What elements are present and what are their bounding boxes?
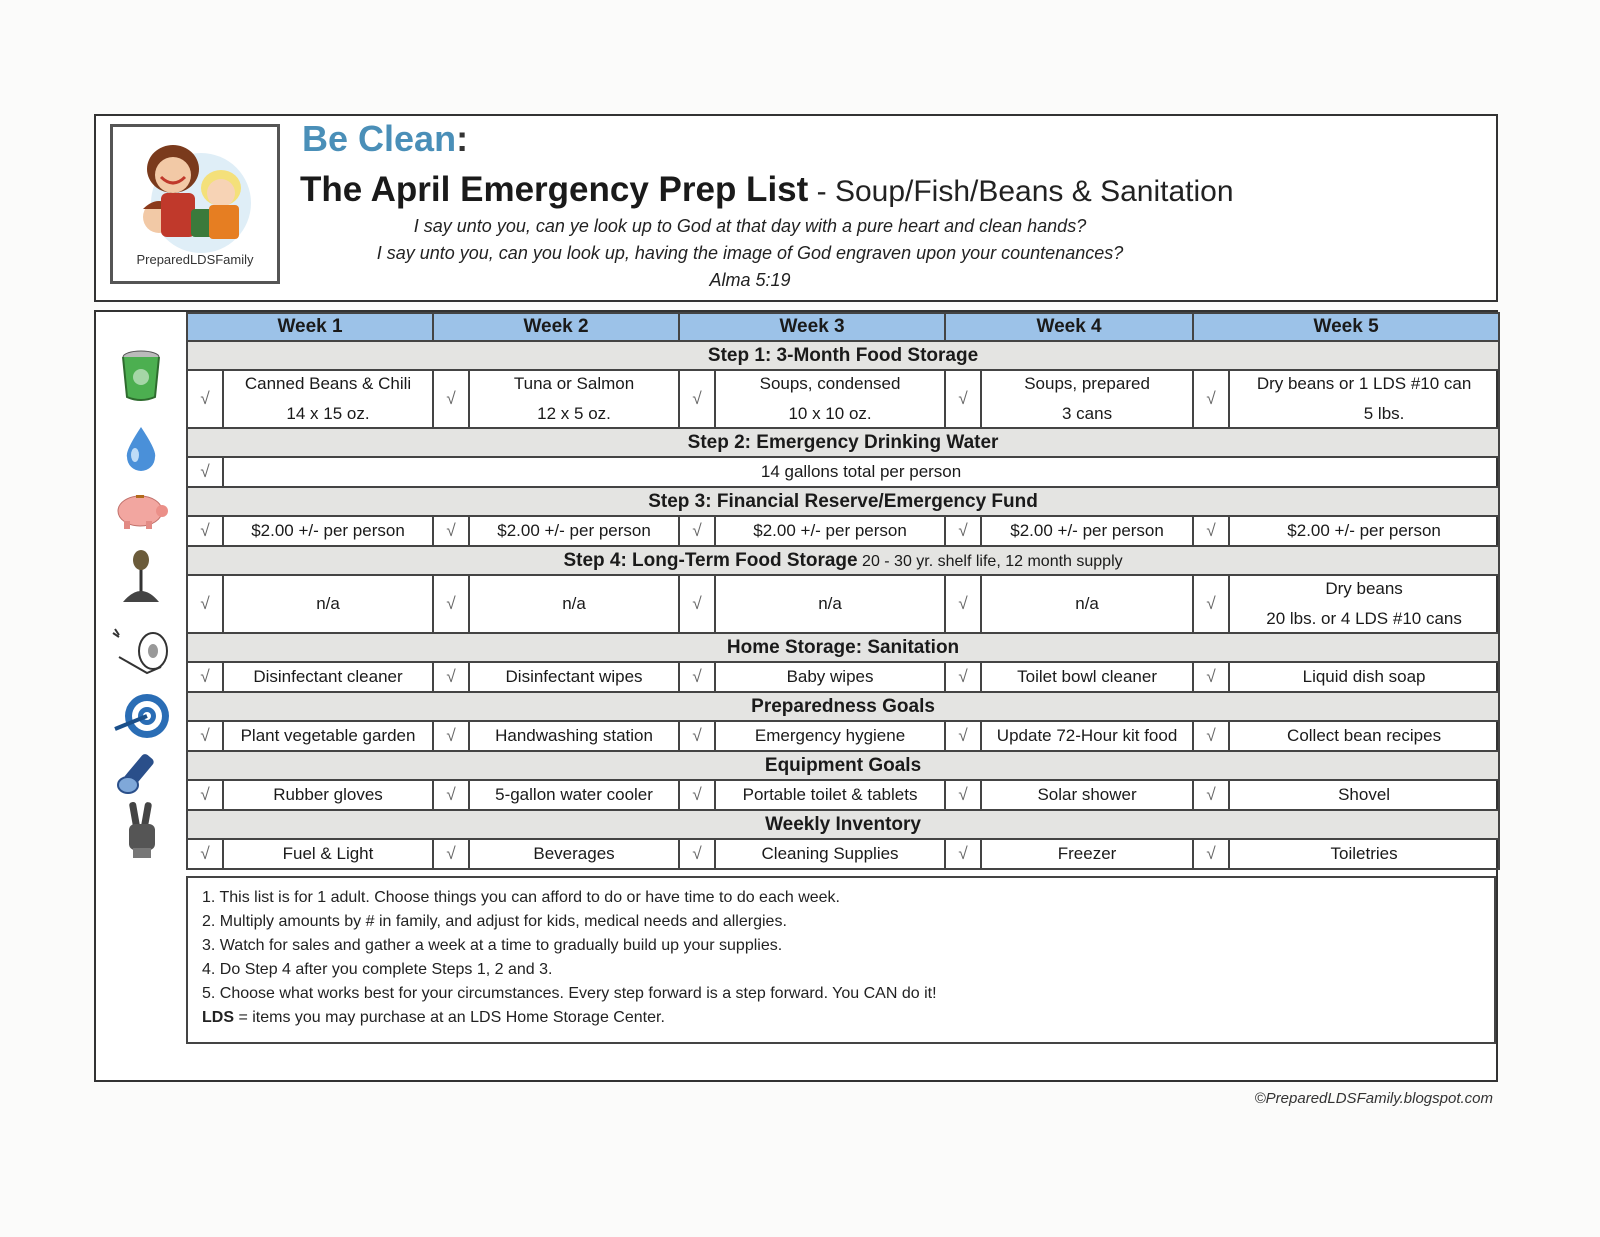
step3-item-4: $2.00 +/- per person xyxy=(981,516,1193,546)
quote-line-2: I say unto you, can you look up, having the image of God engraven upon your countenances? xyxy=(376,243,1124,263)
checkbox[interactable]: √ xyxy=(187,457,223,487)
logo xyxy=(110,124,280,284)
checkbox[interactable]: √ xyxy=(679,370,715,428)
target-icon xyxy=(108,686,174,746)
notes-box xyxy=(186,876,1496,1044)
note-lds xyxy=(202,1006,1480,1030)
checkbox[interactable]: √ xyxy=(187,575,223,633)
equipment-row xyxy=(187,780,1499,810)
section-header-step4 xyxy=(187,546,1499,575)
week-4-header: Week 4 xyxy=(945,313,1193,341)
item-name: n/a xyxy=(316,594,340,614)
checkbox[interactable]: √ xyxy=(433,575,469,633)
equipment-title: Equipment Goals xyxy=(187,751,1499,780)
item-qty: 12 x 5 oz. xyxy=(537,404,611,423)
step1-item-5 xyxy=(1229,370,1499,428)
step3-item-5: $2.00 +/- per person xyxy=(1229,516,1499,546)
equipment-item-5: Shovel xyxy=(1229,780,1499,810)
checkbox[interactable]: √ xyxy=(433,839,469,869)
food-can-icon xyxy=(108,346,174,406)
logo-text: PreparedLDSFamily xyxy=(136,252,254,267)
quote-citation: Alma 5:19 xyxy=(709,270,791,290)
page-title xyxy=(300,170,1234,210)
equipment-item-4: Solar shower xyxy=(981,780,1193,810)
step1-item-3 xyxy=(715,370,945,428)
week-5-header: Week 5 xyxy=(1193,313,1499,341)
checkbox[interactable]: √ xyxy=(945,839,981,869)
item-name: Soups, condensed xyxy=(759,374,901,394)
step4-row xyxy=(187,575,1499,633)
step3-item-2: $2.00 +/- per person xyxy=(469,516,679,546)
step4-item-4 xyxy=(981,575,1193,633)
family-illustration-icon xyxy=(121,133,271,253)
note-4: 4. Do Step 4 after you complete Steps 1, 2 and 3. xyxy=(202,961,553,978)
checkbox[interactable]: √ xyxy=(945,370,981,428)
item-qty: 14 x 15 oz. xyxy=(286,404,370,423)
title-subtitle: - Soup/Fish/Beans & Sanitation xyxy=(808,175,1234,208)
item-qty: 10 x 10 oz. xyxy=(788,404,872,423)
toilet-paper-icon xyxy=(108,622,174,682)
checkbox[interactable]: √ xyxy=(1193,780,1229,810)
week-1-header: Week 1 xyxy=(187,313,433,341)
item-name: n/a xyxy=(1075,594,1099,614)
section-header-step2 xyxy=(187,428,1499,457)
checkbox[interactable]: √ xyxy=(1193,516,1229,546)
checkbox[interactable]: √ xyxy=(187,839,223,869)
checkbox[interactable]: √ xyxy=(945,575,981,633)
note-2: 2. Multiply amounts by # in family, and adjust for kids, medical needs and allergies. xyxy=(202,913,787,930)
checkbox[interactable]: √ xyxy=(187,370,223,428)
checkbox[interactable]: √ xyxy=(679,575,715,633)
step1-item-4 xyxy=(981,370,1193,428)
section-header-step3 xyxy=(187,487,1499,516)
section-header-equipment xyxy=(187,751,1499,780)
item-name: n/a xyxy=(818,594,842,614)
checkbox[interactable]: √ xyxy=(679,662,715,692)
step1-row xyxy=(187,370,1499,428)
section-header-sanitation xyxy=(187,633,1499,662)
goals-item-1: Plant vegetable garden xyxy=(223,721,433,751)
step2-title: Step 2: Emergency Drinking Water xyxy=(187,428,1499,457)
item-name: Tuna or Salmon xyxy=(513,374,635,394)
item-qty: 5 lbs. xyxy=(1363,404,1405,423)
item-name: Soups, prepared xyxy=(1024,374,1150,394)
lds-label: LDS xyxy=(202,1009,234,1026)
inventory-item-2: Beverages xyxy=(469,839,679,869)
quote-line-1: I say unto you, can ye look up to God at that day with a pure heart and clean hands? xyxy=(413,216,1087,236)
inventory-item-5: Toiletries xyxy=(1229,839,1499,869)
item-name: Dry beans or 1 LDS #10 can xyxy=(1256,374,1472,394)
note-1: 1. This list is for 1 adult. Choose things you can afford to do or have time to do each week. xyxy=(202,889,840,906)
step4-note: 20 - 30 yr. shelf life, 12 month supply xyxy=(857,552,1123,570)
step4-item-2 xyxy=(469,575,679,633)
title-main: The April Emergency Prep List xyxy=(300,170,809,209)
inventory-title: Weekly Inventory xyxy=(187,810,1499,839)
step4-item-5 xyxy=(1229,575,1499,633)
checkbox[interactable]: √ xyxy=(187,721,223,751)
step1-title: Step 1: 3-Month Food Storage xyxy=(187,341,1499,370)
section-header-inventory xyxy=(187,810,1499,839)
step3-title: Step 3: Financial Reserve/Emergency Fund xyxy=(187,487,1499,516)
checkbox[interactable]: √ xyxy=(1193,370,1229,428)
step3-row xyxy=(187,516,1499,546)
item-qty: 3 cans xyxy=(1062,404,1113,423)
goals-item-2: Handwashing station xyxy=(469,721,679,751)
checkbox[interactable]: √ xyxy=(679,516,715,546)
checkbox[interactable]: √ xyxy=(679,721,715,751)
sanitation-item-1: Disinfectant cleaner xyxy=(223,662,433,692)
flashlight-icon xyxy=(108,740,174,800)
step4-title: Step 4: Long-Term Food Storage xyxy=(563,549,858,571)
step1-item-2 xyxy=(469,370,679,428)
sanitation-item-5: Liquid dish soap xyxy=(1229,662,1499,692)
copyright-footer: ©PreparedLDSFamily.blogspot.com xyxy=(1254,1090,1493,1107)
checkbox[interactable]: √ xyxy=(433,516,469,546)
goals-item-4: Update 72-Hour kit food xyxy=(981,721,1193,751)
checkbox[interactable]: √ xyxy=(945,721,981,751)
checkbox[interactable]: √ xyxy=(1193,662,1229,692)
kicker-text: Be Clean xyxy=(302,118,457,159)
sanitation-item-3: Baby wipes xyxy=(715,662,945,692)
sanitation-item-2: Disinfectant wipes xyxy=(469,662,679,692)
equipment-item-1: Rubber gloves xyxy=(223,780,433,810)
notes-list xyxy=(202,886,1480,1030)
checkbox[interactable]: √ xyxy=(945,516,981,546)
kicker xyxy=(302,118,468,160)
wheat-icon xyxy=(108,548,174,608)
checkbox[interactable]: √ xyxy=(1193,721,1229,751)
item-name: n/a xyxy=(562,594,586,614)
sanitation-item-4: Toilet bowl cleaner xyxy=(981,662,1193,692)
item-qty: 20 lbs. or 4 LDS #10 cans xyxy=(1266,609,1462,628)
checkbox[interactable]: √ xyxy=(187,662,223,692)
checkbox[interactable]: √ xyxy=(1193,839,1229,869)
checkbox[interactable]: √ xyxy=(945,780,981,810)
step2-value: 14 gallons total per person xyxy=(223,457,1499,487)
prep-table xyxy=(186,312,1500,870)
checkbox[interactable]: √ xyxy=(433,780,469,810)
checkbox[interactable]: √ xyxy=(187,780,223,810)
checkbox[interactable]: √ xyxy=(679,839,715,869)
equipment-item-2: 5-gallon water cooler xyxy=(469,780,679,810)
sanitation-title: Home Storage: Sanitation xyxy=(187,633,1499,662)
goals-item-5: Collect bean recipes xyxy=(1229,721,1499,751)
section-header-goals xyxy=(187,692,1499,721)
checkbox[interactable]: √ xyxy=(1193,575,1229,633)
sanitation-row xyxy=(187,662,1499,692)
peace-hand-icon xyxy=(108,800,174,860)
inventory-item-1: Fuel & Light xyxy=(223,839,433,869)
checkbox[interactable]: √ xyxy=(679,780,715,810)
week-2-header: Week 2 xyxy=(433,313,679,341)
note-5: 5. Choose what works best for your circumstances. Every step forward is a step forward. You CAN do it! xyxy=(202,985,937,1002)
checkbox[interactable]: √ xyxy=(433,662,469,692)
piggy-bank-icon xyxy=(108,480,174,540)
equipment-item-3: Portable toilet & tablets xyxy=(715,780,945,810)
inventory-row xyxy=(187,839,1499,869)
goals-item-3: Emergency hygiene xyxy=(715,721,945,751)
step4-item-3 xyxy=(715,575,945,633)
goals-title: Preparedness Goals xyxy=(187,692,1499,721)
week-header-row xyxy=(187,313,1499,341)
step3-item-1: $2.00 +/- per person xyxy=(223,516,433,546)
inventory-item-3: Cleaning Supplies xyxy=(715,839,945,869)
lds-text: = items you may purchase at an LDS Home Storage Center. xyxy=(234,1009,665,1026)
item-name: Dry beans xyxy=(1325,579,1403,599)
checkbox[interactable]: √ xyxy=(945,662,981,692)
step3-item-3: $2.00 +/- per person xyxy=(715,516,945,546)
step1-item-1 xyxy=(223,370,433,428)
water-drop-icon xyxy=(108,418,174,478)
section-header-step1 xyxy=(187,341,1499,370)
checkbox[interactable]: √ xyxy=(433,721,469,751)
goals-row xyxy=(187,721,1499,751)
note-3: 3. Watch for sales and gather a week at a time to gradually build up your supplies. xyxy=(202,937,783,954)
item-name: Canned Beans & Chili xyxy=(244,374,412,394)
week-3-header: Week 3 xyxy=(679,313,945,341)
step4-title-cell xyxy=(187,546,1499,575)
inventory-item-4: Freezer xyxy=(981,839,1193,869)
kicker-colon: : xyxy=(456,118,469,159)
checkbox[interactable]: √ xyxy=(433,370,469,428)
step4-item-1 xyxy=(223,575,433,633)
step2-row xyxy=(187,457,1499,487)
checkbox[interactable]: √ xyxy=(187,516,223,546)
